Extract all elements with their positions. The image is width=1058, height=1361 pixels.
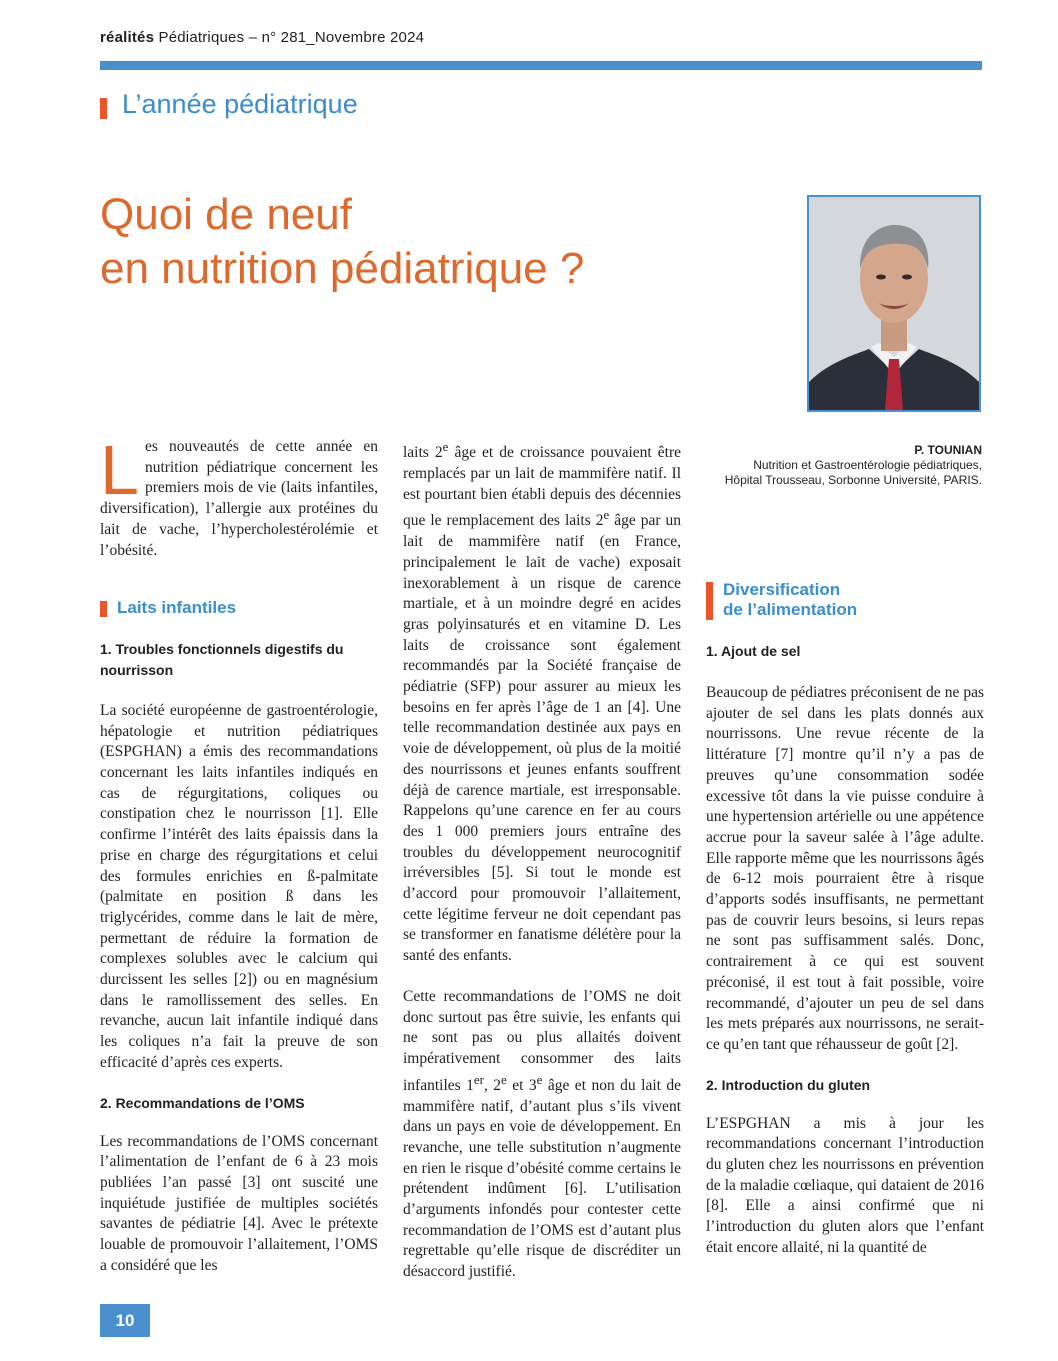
section-heading-laits-infantiles — [100, 598, 378, 619]
rubric-marker — [100, 98, 107, 119]
subheading-troubles-fonctionnels: 1. Troubles fonctionnels digestifs du nourrisson — [100, 640, 344, 678]
running-header — [100, 29, 424, 46]
author-affiliation-line2: Hôpital Trousseau, Sorbonne Université, PARIS. — [724, 473, 982, 487]
journal-brand: réalités — [100, 29, 155, 46]
column-3 — [706, 580, 984, 1259]
intro-text: es nouveautés de cette année en nutrition pédiatrique concernent les premiers mois de vie (laits infantiles, diversification), l’allergie aux protéines du lait de vache, l’hypercholestérolémie et l’obésité. — [100, 438, 378, 559]
section-marker — [706, 582, 713, 620]
section-heading-diversification — [706, 580, 984, 620]
article-title — [100, 188, 584, 296]
subheading-ajout-sel: 1. Ajout de sel — [706, 643, 801, 659]
article-title-line1: Quoi de neuf — [100, 190, 352, 239]
article-title-line2: en nutrition pédiatrique ? — [100, 244, 585, 293]
paragraph-laits-croissance: laits 2e âge et de croissance pouvaient être remplacés par un lait de mammifère natif. Il est pourtant bien établi depuis des décennies que le remplacement des laits 2e âge par un lait de mammifère natif (en France, principalement le lait de vache) exposait inexorablement à un risque de carence martiale, et à un moindre degré en acides gras polyinsaturés et en vitamine D. Les laits de croissance sont également recommandés par la Société française de pédiatrie (SFP) pour assurer au mieux les besoins en fer après l’âge de 1 an [4]. Une telle recommandation destinée aux pays en voie de développement, où plus de la moitié des nourrissons et jeunes enfants souffrent déjà de carence martiale, est irresponsable. Rappelons qu’une carence en fer au cours des 1 000 premiers jours entraîne des troubles du développement neurocognitif irréversibles [5]. Si tout le monde est d’accord pour promouvoir l’allaitement, cette légitime ferveur ne doit cependant pas se transformer en fanatisme délétère pour la santé des enfants. — [403, 439, 681, 965]
column-2 — [403, 437, 681, 1283]
section-heading-text: Diversification de l’alimentation — [723, 580, 858, 619]
paragraph-recommandations-oms: Les recommandations de l’OMS concernant l’alimentation de l’enfant de 6 à 23 mois publiées l’an passé [3] ont suscité une inquiétude justifiée de multiples sociétés savantes de pédiatrie [4]. Avec le prétexte louable de promouvoir l’allaitement, l’OMS a considéré que les — [100, 1132, 378, 1274]
paragraph-ajout-sel: Beaucoup de pédiatres préconisent de ne pas ajouter de sel dans les plats donnés aux nourrissons. Une revue récente de la littérature [7] montre qu’il n’y a pas de preuves qu’une consommation sodée excessive tôt dans la vie puisse conduire à une hypertension artérielle ou une appétence accrue pour la saveur salée à l’âge adulte. Elle rapporte même que les nourrissons âgés de 6-12 mois pourraient être à risque d’apports sodés insuffisants, ne permettant pas de couvrir leurs besoins, si leurs repas ne sont pas suffisamment salés. Donc, contrairement à ce qui est souvent préconisé, il est tout à fait possible, voire recommandé, d’ajouter un peu de sel dans les mets préparés aux nourrissons, ne serait-ce qu’en tant que réhausseur de goût [2]. — [706, 684, 984, 1053]
paragraph-oms-conclusion: Cette recommandations de l’OMS ne doit donc surtout pas être suivie, les enfants qui ne sont pas ou plus allaités doivent impérativement consommer des laits infantiles 1er, 2e et 3e âge et non du lait de mammifère natif, d’autant plus s’ils vivent dans un pays en voie de développement. En revanche, une telle substitution n’augmente en rien le risque d’obésité comme certains le prétendent indûment [6]. L’utilisation d’arguments infondés pour contester cette recommandation de l’OMS est d’autant plus regrettable qu’elle risque de discréditer un désaccord justifié. — [403, 987, 682, 1281]
author-name: P. TOUNIAN — [914, 443, 982, 457]
author-portrait — [807, 195, 981, 412]
rubric-title: L’année pédiatrique — [122, 89, 358, 119]
header-rule — [100, 61, 982, 70]
subheading-recommandations-oms: 2. Recommandations de l’OMS — [100, 1094, 305, 1111]
paragraph-introduction-gluten: L’ESPGHAN a mis à jour les recommandations concernant l’introduction du gluten chez les nourrissons en prévention de la maladie cœliaque, qui dataient de 2016 [8]. Elle a ainsi confirmé que ni l’introduction du gluten alors que l’enfant était encore allaité, ni la quantité de — [706, 1114, 984, 1256]
author-block — [690, 443, 982, 488]
journal-issue: Pédiatriques – n° 281_Novembre 2024 — [154, 29, 425, 46]
section-heading-text: Laits infantiles — [117, 598, 237, 618]
column-1 — [100, 431, 378, 1277]
author-affiliation-line1: Nutrition et Gastroentérologie pédiatriques, — [753, 458, 982, 472]
paragraph-troubles-fonctionnels: La société européenne de gastroentérologie, hépatologie et nutrition pédiatriques (ESPGHAN) a émis des recommandations concernant les laits infantiles indiqués en cas de régurgitations, coliques ou constipation chez le nourrisson [1]. Elle confirme l’intérêt des laits épaissis dans la prise en charge des régurgitations et celui des formules enrichies en ß-palmitate (palmitate en position ß dans les triglycérides, comme dans le lait de mère, permettant de réduire la formation de complexes solubles avec le calcium qui durcissent les selles [2]) ou en magnésium dans le ramollissement des selles. En revanche, aucun lait infantile indiqué dans les coliques n’a fait la preuve de son efficacité d’après ces experts. — [100, 701, 378, 1071]
section-marker — [100, 601, 107, 617]
intro-paragraph — [100, 431, 378, 561]
page-number: 10 — [100, 1304, 150, 1337]
subheading-introduction-gluten: 2. Introduction du gluten — [706, 1076, 871, 1093]
drop-cap: L — [100, 431, 139, 509]
